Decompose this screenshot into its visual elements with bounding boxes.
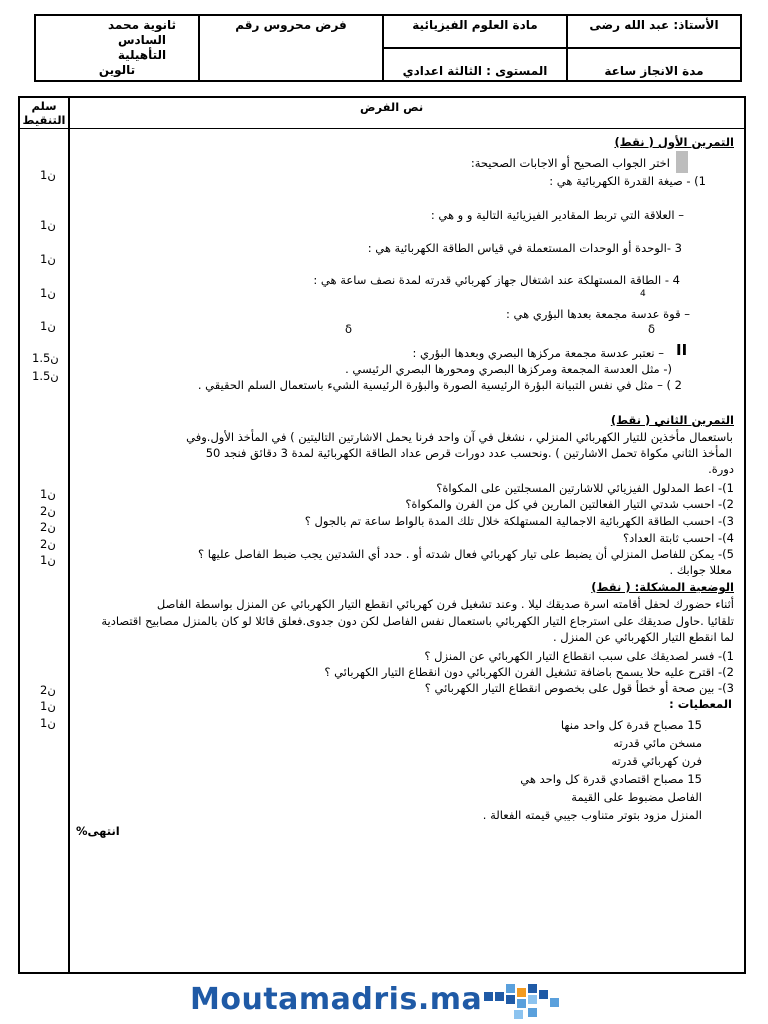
score-7: 1.5ن bbox=[32, 369, 59, 383]
ex1-q5-symbol-a: δ bbox=[345, 322, 353, 336]
score-15: 1ن bbox=[40, 716, 56, 730]
ex1-part2-intro: – نعتبر عدسة مجمعة مركزها البصري وبعدها البؤري : bbox=[412, 346, 664, 360]
ex2-line3: دورة. bbox=[708, 462, 734, 476]
ex2-q5: 5)- يمكن للفاصل المنزلي أن يضبط على تيار كهربائي فعال شدته أو . حدد أي الشدتين يجب ضبط الفاصل عليها ؟ bbox=[197, 547, 734, 561]
logo-pixel-icon bbox=[484, 984, 574, 1024]
ex3-data-4: 15 مصباح اقتصادي قدرة كل واحد هي bbox=[520, 772, 702, 786]
ex3-q3: 3)- بين صحة أو خطأ قول على بخصوص انقطاع التيار الكهربائي ؟ bbox=[424, 681, 734, 695]
score-6: 1.5ن bbox=[32, 351, 59, 365]
ex1-part2-q2: 2 ) – مثل في نفس التبيانة البؤرة الرئيسية الصورة والبؤرة الرئيسية الشيء باستعمال السلم الحقيقي . bbox=[197, 378, 682, 392]
ex3-line1: أثناء حضورك لحفل أقامته اسرة صديقك ليلا . وعند تشغيل فرن كهربائي انقطع التيار الكهربائي عن المنزل بواسطة الفاصل bbox=[156, 597, 734, 611]
ex1-q5: – قوة عدسة مجمعة بعدها البؤري هي : bbox=[506, 307, 690, 321]
score-12: 1ن bbox=[40, 553, 56, 567]
teacher-label: الأستاذ: عبد الله رضى bbox=[567, 15, 741, 48]
ex1-part2-q1: (- مثل العدسة المجمعة ومركزها البصري ومحورها البصري الرئيسي . bbox=[345, 362, 672, 376]
ex2-q3: 3)- احسب الطاقة الكهربائية الاجمالية المستهلكة خلال تلك المدة بالواط ساعة تم بالجول ؟ bbox=[304, 514, 734, 528]
ex1-title: التمرين الأول ( نقط) bbox=[614, 135, 734, 149]
ex2-q4: 4)- احسب ثابتة العداد؟ bbox=[622, 531, 734, 545]
ex3-q1: 1)- فسر لصديقك على سبب انقطاع التيار الكهربائي عن المنزل ؟ bbox=[424, 649, 734, 663]
ex3-data-2: مسخن مائي قدرته bbox=[613, 736, 702, 750]
school-name: ثانوية محمد السادس التأهيلية bbox=[107, 18, 177, 62]
ex3-data-title: المعطيات : bbox=[669, 697, 732, 711]
ex3-title: الوضعية المشكلة: ( نقط) bbox=[591, 580, 734, 594]
ex3-data-3: فرن كهربائي قدرته bbox=[611, 754, 702, 768]
score-8: 1ن bbox=[40, 487, 56, 501]
ex3-q2: 2)- اقترح عليه حلا يسمح باضافة تشغيل الفرن الكهربائي دون انقطاع التيار الكهربائي ؟ bbox=[324, 665, 734, 679]
ex1-q5-symbol-b: δ bbox=[648, 322, 656, 336]
ex3-line3: لما انقطع التيار الكهربائي عن المنزل . bbox=[552, 630, 734, 644]
subject-label: مادة العلوم الفيزيائية bbox=[383, 15, 567, 48]
ex2-line1: باستعمال مأخذين للتيار الكهربائي المنزلي ، نشغل في آن واحد فرنا يحمل الاشارتين التاليتين ) في المأخذ الأول.وفي bbox=[186, 430, 733, 444]
header-row-divider bbox=[18, 128, 744, 129]
moutamadris-logo[interactable]: Moutamadris.ma bbox=[190, 982, 483, 1017]
ex3-data-1: 15 مصباح قدرة كل واحد منها bbox=[560, 718, 702, 732]
score-4: 1ن bbox=[40, 286, 56, 300]
duration-label: مدة الانجاز ساعة bbox=[567, 48, 741, 81]
ex1-q4-sub: 4 bbox=[640, 289, 646, 299]
level-label: المستوى : الثالثة اعدادي bbox=[383, 48, 567, 81]
column-text-header: نص الفرض bbox=[360, 100, 424, 114]
ex1-q2: – العلاقة التي تربط المقادير الفيزيائية التالية و و هي : bbox=[430, 208, 684, 222]
ex2-line2: المأخذ الثاني مكواة تحمل الاشارتين ) .ونحسب عدد دورات قرص عداد الطاقة الكهربائية لمدة 3 دقائق فنجد 50 bbox=[205, 446, 732, 460]
ex3-data-6: المنزل مزود بتوتر متناوب جيبي قيمته الفعالة . bbox=[482, 808, 702, 822]
end-mark: انتهى% bbox=[76, 824, 120, 838]
highlight-box bbox=[676, 151, 688, 173]
score-3: 1ن bbox=[40, 252, 56, 266]
header-school-cell bbox=[35, 15, 199, 81]
ex1-q1: 1) - صيغة القدرة الكهربائية هي : bbox=[549, 174, 706, 188]
ex2-q2: 2)- احسب شدتي التيار الفعالتين المارين في كل من الفرن والمكواة؟ bbox=[405, 497, 734, 511]
ex3-data-5: الفاصل مضبوط على القيمة bbox=[571, 790, 702, 804]
ex2-q5-b: معللا جوابك . bbox=[669, 563, 732, 577]
ex1-intro: اختر الجواب الصحيح أو الاجابات الصحيحة: bbox=[470, 156, 670, 170]
exam-title: فرض محروس رقم bbox=[199, 15, 383, 81]
score-9: 2ن bbox=[40, 504, 56, 518]
score-11: 2ن bbox=[40, 537, 56, 551]
ex1-q4: 4 - الطاقة المستهلكة عند اشتغال جهاز كهربائي قدرته لمدة نصف ساعة هي : bbox=[313, 273, 680, 287]
score-2: 1ن bbox=[40, 218, 56, 232]
score-10: 2ن bbox=[40, 520, 56, 534]
ex1-q3: 3 -الوحدة أو الوحدات المستعملة في قياس الطاقة الكهربائية هي : bbox=[367, 241, 682, 255]
column-divider bbox=[68, 96, 70, 972]
ex2-title: التمرين الثاني ( نقط) bbox=[610, 413, 734, 427]
header-table bbox=[34, 14, 742, 82]
ex1-part2-roman: II bbox=[676, 341, 688, 359]
city-name: تالوين bbox=[98, 63, 136, 77]
score-13: 2ن bbox=[40, 683, 56, 697]
column-scale-header: سلم التنقيط bbox=[22, 99, 66, 127]
ex3-line2: تلقائيا .حاول صديقك على استرجاع التيار الكهربائي باستعمال نفس الفاصل لكن دون جدوى.فعلق قائلا لو كان بالمنزل مصابيح اقتصادية bbox=[101, 614, 734, 628]
ex2-q1: 1)- اعط المدلول الفيزيائي للاشارتين المسجلتين على المكواة؟ bbox=[436, 481, 734, 495]
score-14: 1ن bbox=[40, 699, 56, 713]
score-1: 1ن bbox=[40, 168, 56, 182]
score-5: 1ن bbox=[40, 319, 56, 333]
